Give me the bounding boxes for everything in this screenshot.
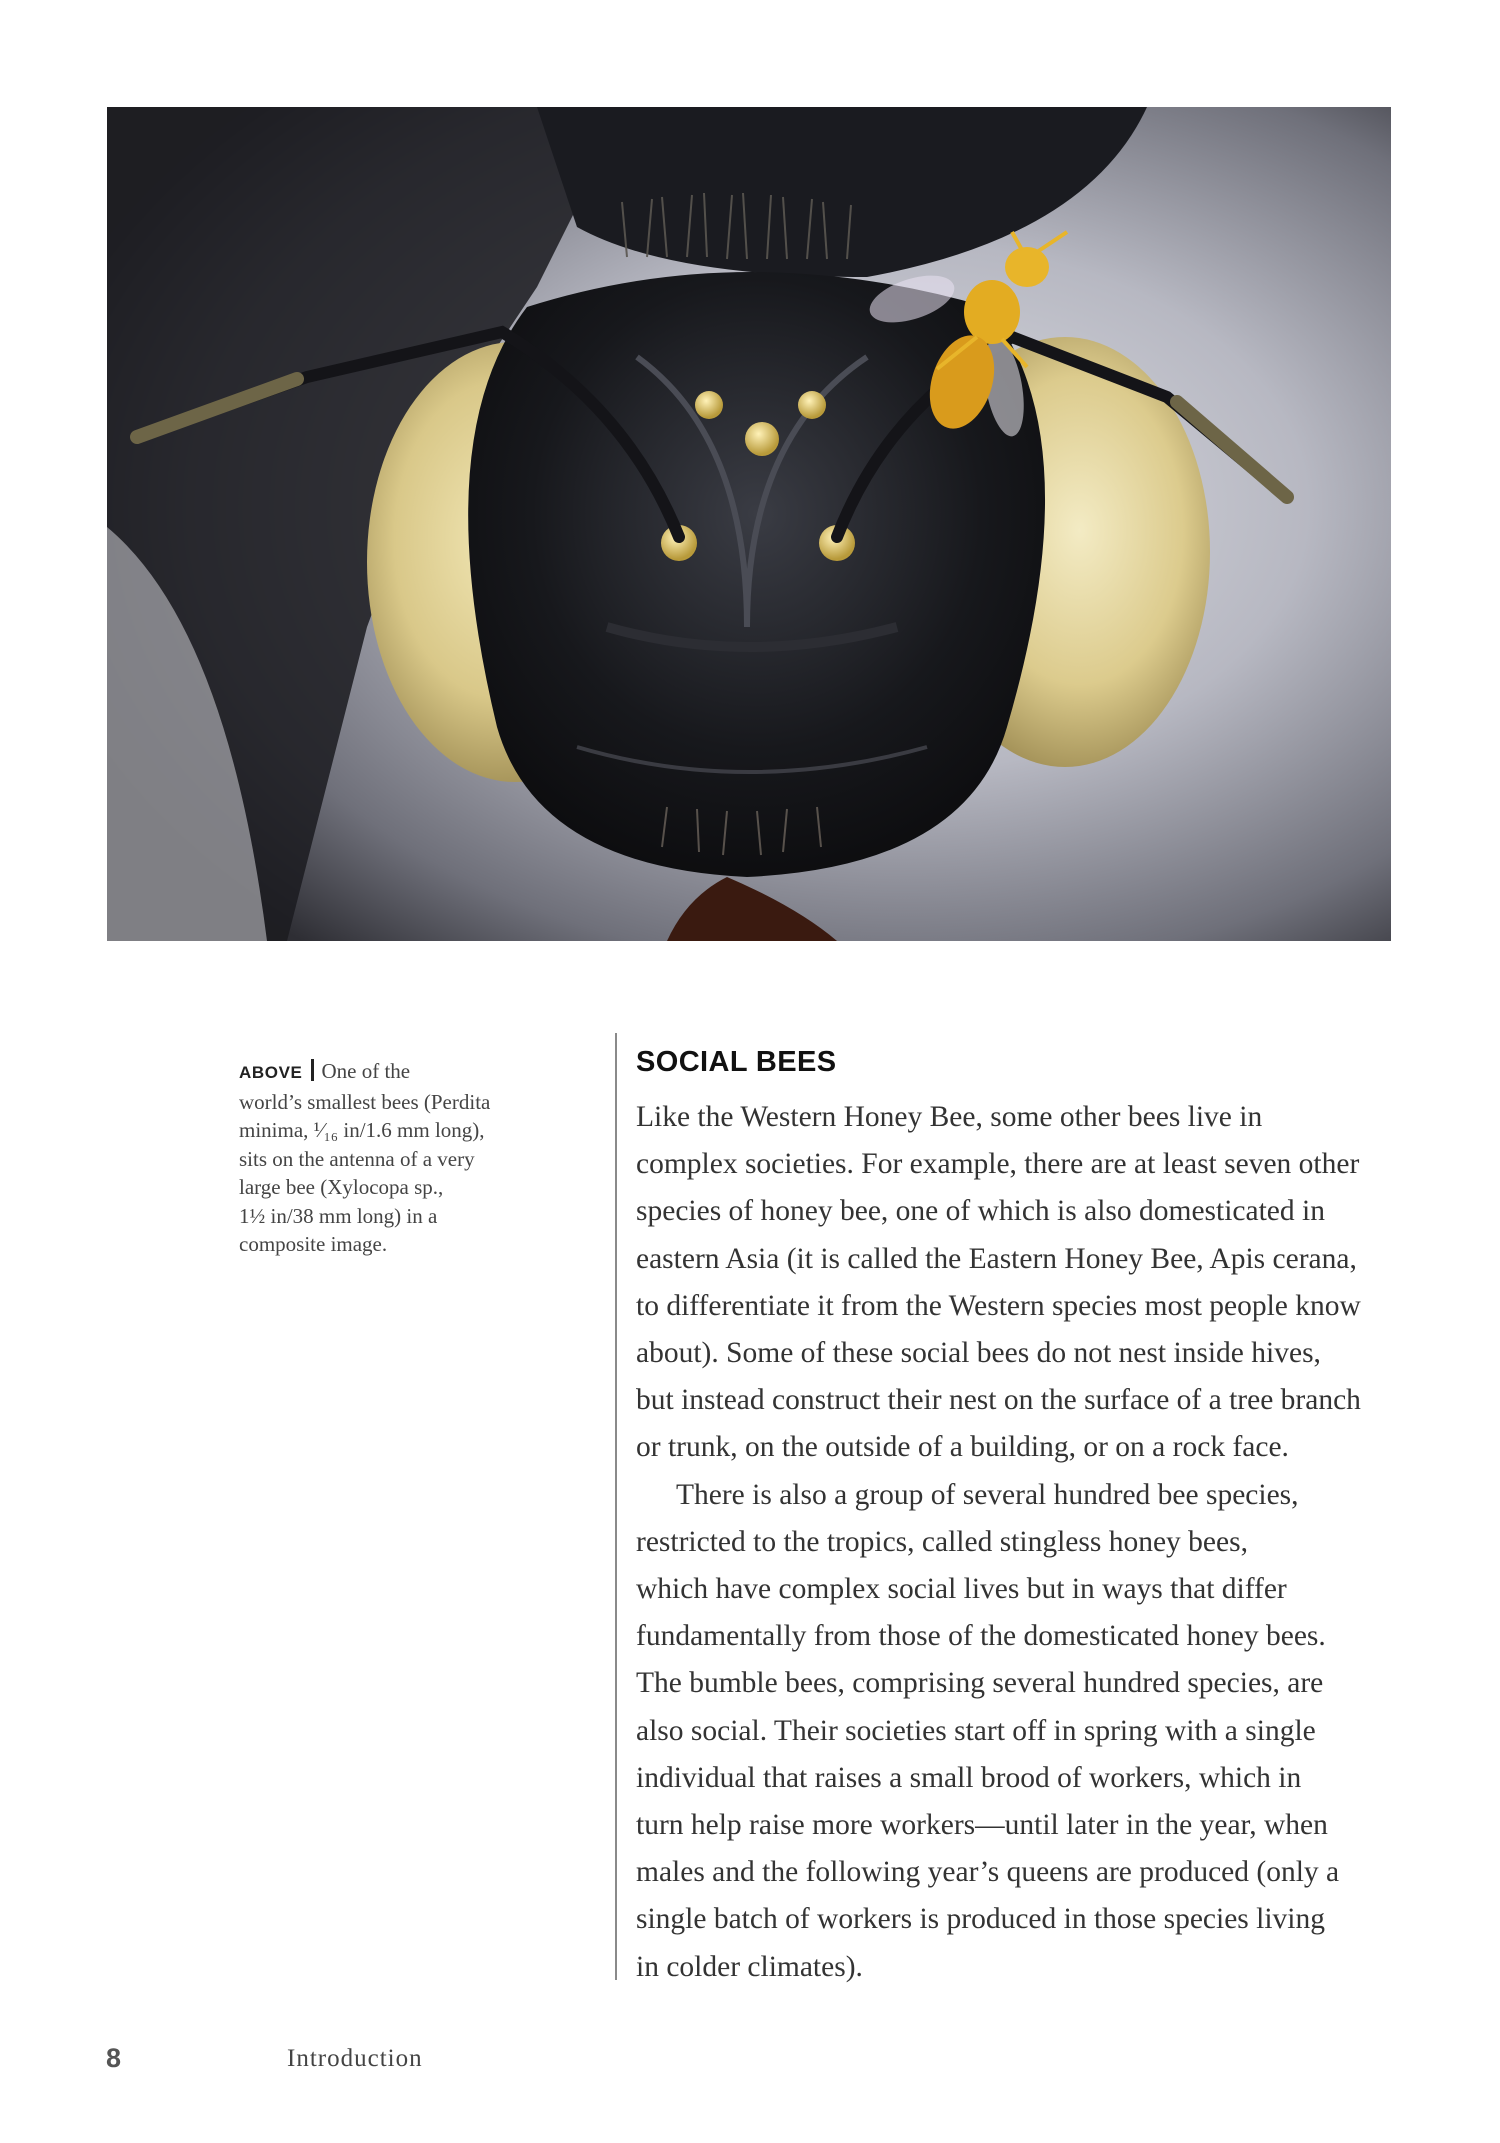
- text-line: individual that raises a small brood of workers, which in: [636, 1761, 1302, 1794]
- text-line: also social. Their societies start off in spring with a single: [636, 1714, 1316, 1747]
- text-line: species of honey bee, one of which is also domesticated in: [636, 1195, 1325, 1228]
- article-body: [636, 1094, 1396, 1991]
- text-line: but instead construct their nest on the surface of a tree branch: [636, 1384, 1361, 1417]
- caption-line: large bee (Xylocopa sp.,: [239, 1175, 444, 1199]
- text-line: There is also a group of several hundred bee species,: [676, 1478, 1299, 1511]
- text-line: males and the following year’s queens are produced (only a: [636, 1856, 1340, 1889]
- photo-caption: [239, 1057, 529, 1259]
- page-number: 8: [106, 2043, 122, 2073]
- caption-divider: [311, 1059, 314, 1081]
- text-line: or trunk, on the outside of a building, or on a rock face.: [636, 1431, 1289, 1464]
- text-line: complex societies. For example, there are at least seven other: [636, 1148, 1360, 1181]
- caption-label: ABOVE: [239, 1063, 303, 1082]
- text-line: which have complex social lives but in ways that differ: [636, 1573, 1287, 1606]
- caption-line: minima, ¹⁄₁₆ in/1.6 mm long),: [239, 1118, 485, 1142]
- text-line: fundamentally from those of the domesticated honey bees.: [636, 1620, 1326, 1653]
- caption-line: world’s smallest bees (Perdita: [239, 1089, 491, 1114]
- running-head: Introduction: [287, 2045, 423, 2072]
- section-heading: SOCIAL BEES: [636, 1046, 837, 1078]
- bee-photo: [107, 107, 1391, 941]
- caption-line: 1½ in/38 mm long) in a: [239, 1203, 438, 1228]
- paragraph-1: [636, 1094, 1396, 1472]
- caption-line: One of the: [321, 1059, 411, 1083]
- text-line: about). Some of these social bees do not nest inside hives,: [636, 1337, 1321, 1370]
- text-line: turn help raise more workers—until later in the year, when: [636, 1809, 1328, 1842]
- text-line: in colder climates).: [636, 1950, 863, 1983]
- text-line: single batch of workers is produced in those species living: [636, 1903, 1326, 1936]
- text-line: to differentiate it from the Western species most people know: [636, 1289, 1361, 1322]
- text-line: restricted to the tropics, called stingless honey bees,: [636, 1525, 1248, 1558]
- caption-line: composite image.: [239, 1232, 388, 1256]
- text-line: The bumble bees, comprising several hundred species, are: [636, 1667, 1324, 1700]
- text-line: eastern Asia (it is called the Eastern Honey Bee, Apis cerana,: [636, 1242, 1357, 1275]
- bee-face-illustration: [107, 107, 1391, 941]
- paragraph-2: [636, 1472, 1396, 1991]
- column-rule: [615, 1033, 617, 1980]
- caption-line: sits on the antenna of a very: [239, 1146, 475, 1171]
- text-line: Like the Western Honey Bee, some other bees live in: [636, 1101, 1263, 1133]
